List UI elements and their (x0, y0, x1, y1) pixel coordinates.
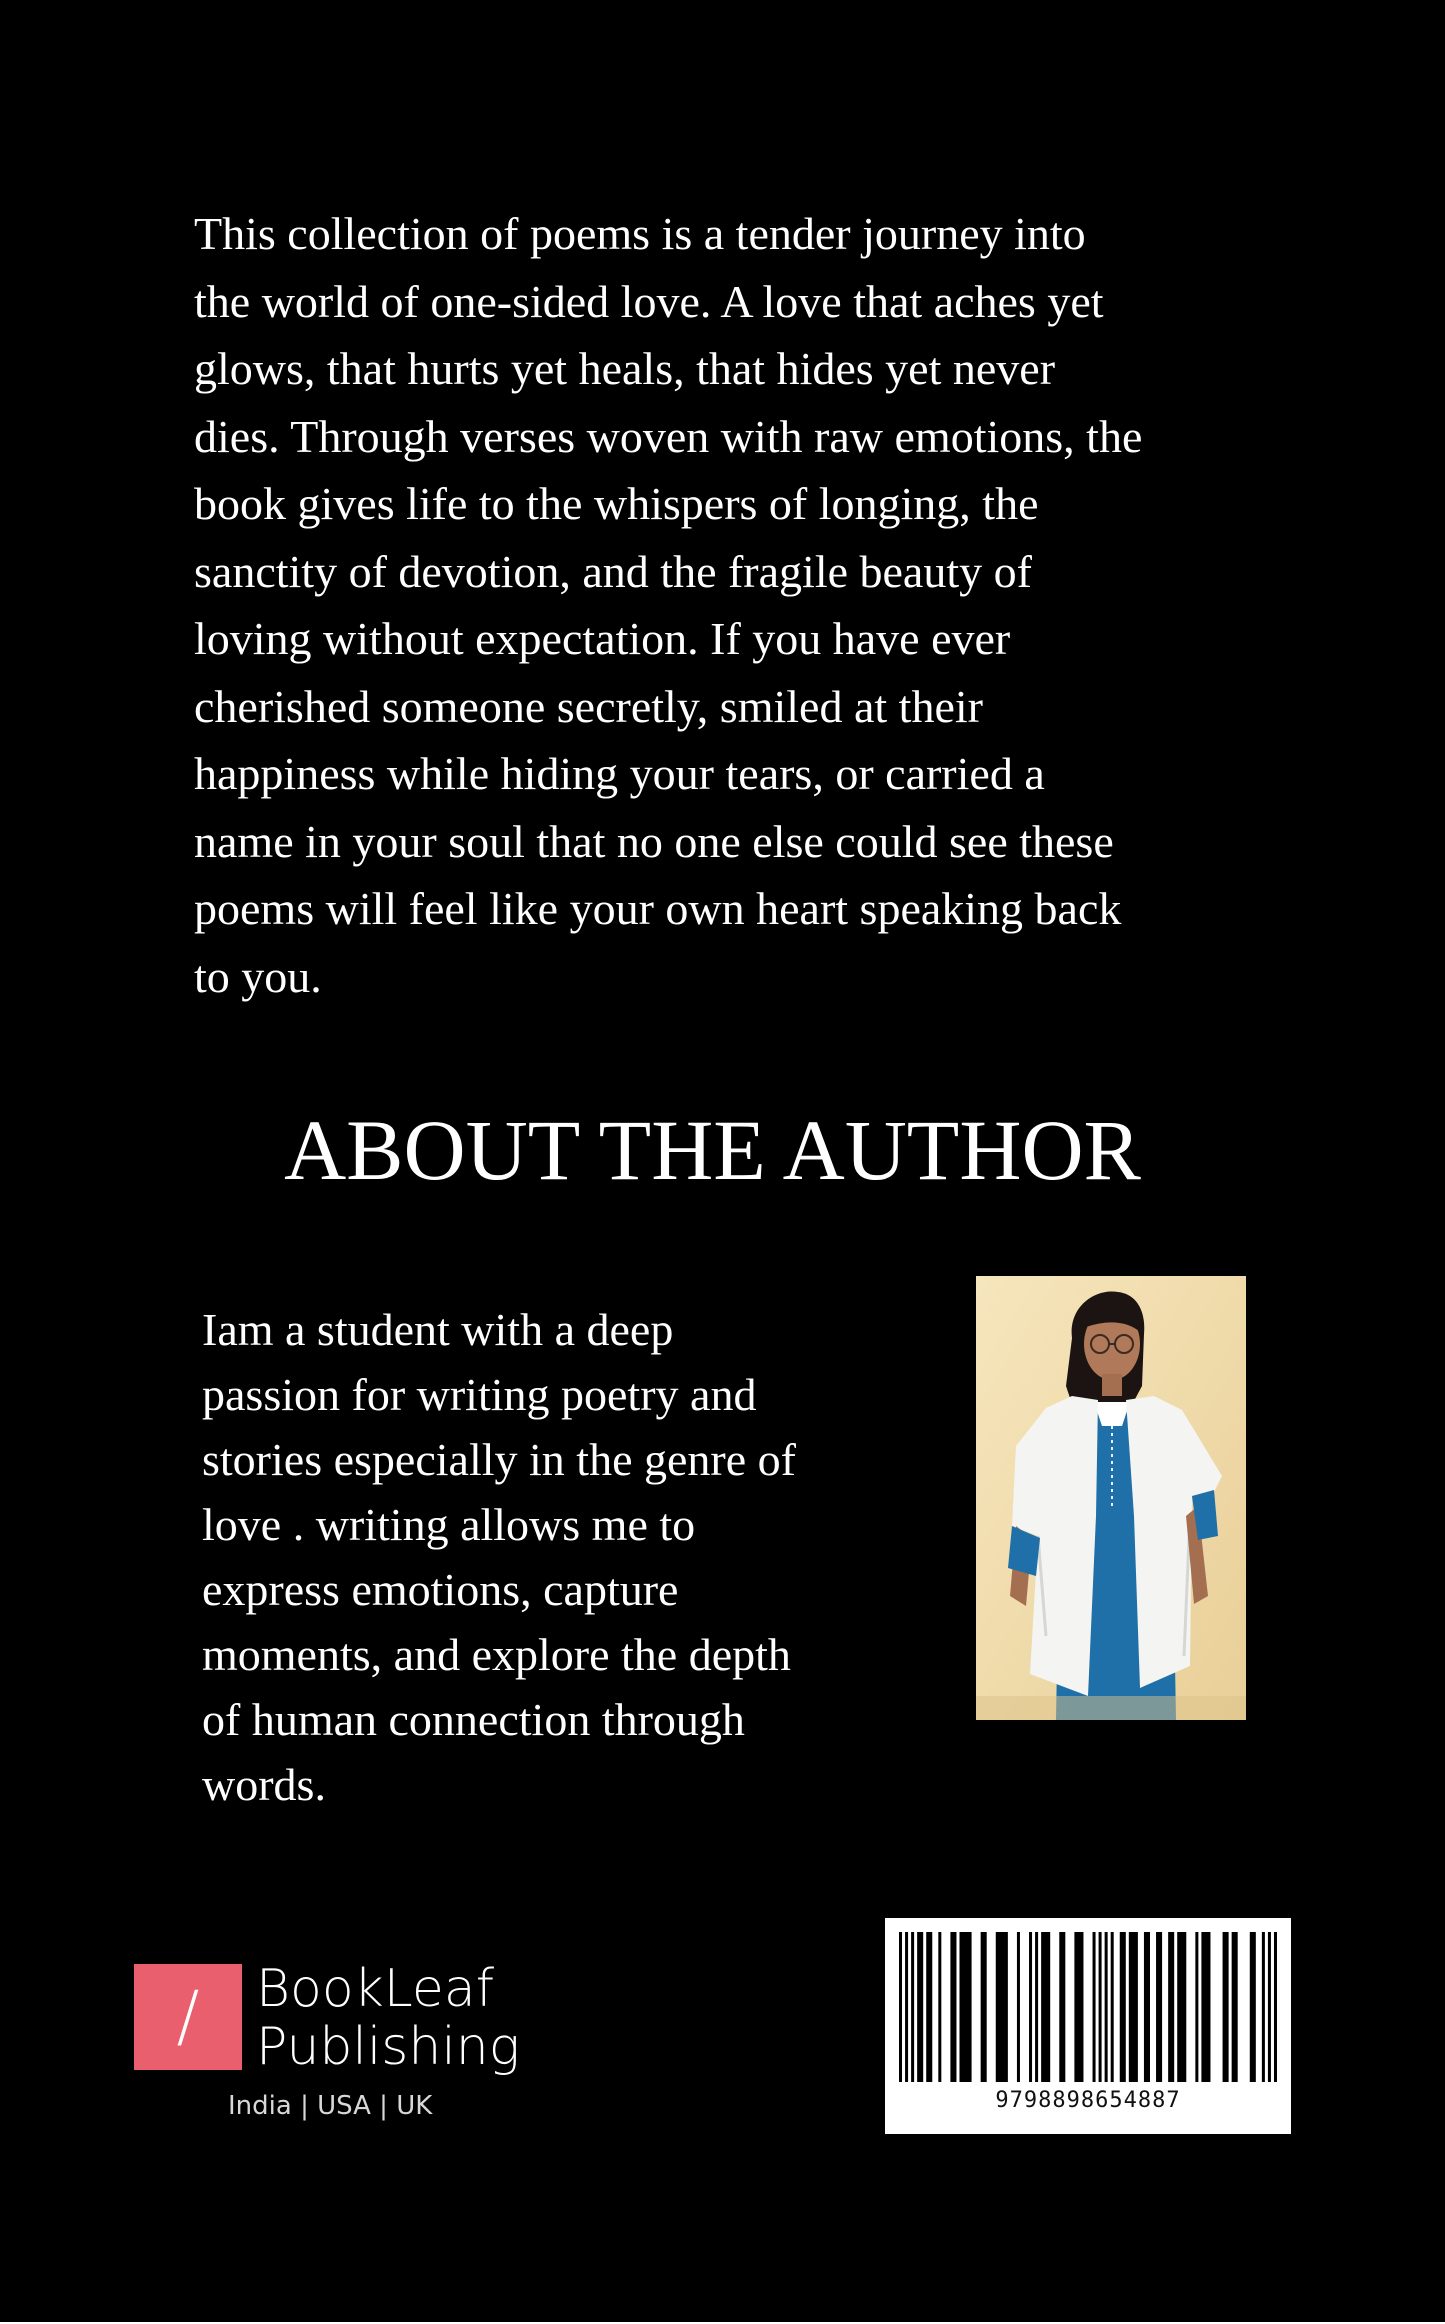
isbn-number: 9798898654887 (995, 2088, 1181, 2113)
barcode-bar (1262, 1932, 1265, 2082)
isbn-barcode (885, 1918, 1291, 2134)
barcode-bar (1099, 1932, 1102, 2082)
barcode-bar (1250, 1932, 1256, 2082)
barcode-bar (1144, 1932, 1150, 2082)
barcode-bar (905, 1932, 908, 2082)
publisher-name: BookLeaf Publishing (256, 1959, 520, 2077)
book-blurb: This collection of poems is a tender journey into the world of one-sided love. A love that aches yet glows, that hurts yet heals, that hides yet never dies. Through verses woven with raw emotions, the book gives life to the whispers of longing, the sanctity of devotion, and the fragile beauty of loving without expectation. If you have ever cherished someone secretly, smiled at their happiness while hiding your tears, or carried a name in your soul that no one else could see these poems will feel like your own heart speaking back to you. (194, 208, 1143, 1002)
publisher-regions: India | USA | UK (228, 2091, 433, 2121)
barcode-bar (926, 1932, 932, 2082)
barcode-bar (1168, 1932, 1174, 2082)
barcode-bar (1059, 1932, 1065, 2082)
barcode-bar (938, 1932, 941, 2082)
author-portrait-illustration (976, 1276, 1246, 1720)
author-photo (976, 1276, 1246, 1720)
barcode-bar (1041, 1932, 1050, 2082)
about-author-heading: ABOUT THE AUTHOR (284, 1102, 1141, 1198)
barcode-bar (1120, 1932, 1126, 2082)
barcode-bar (1195, 1932, 1198, 2082)
barcode-bar (1223, 1932, 1229, 2082)
barcode-bar (950, 1932, 956, 2082)
barcode-bars (885, 1918, 1291, 2086)
barcode-bar (1074, 1932, 1083, 2082)
barcode-bar (917, 1932, 923, 2082)
publisher-logo (134, 1960, 554, 2140)
barcode-bar (996, 1932, 1008, 2082)
barcode-bar (1017, 1932, 1020, 2082)
barcode-bar (911, 1932, 914, 2082)
barcode-bar (1232, 1932, 1238, 2082)
barcode-bar (1177, 1932, 1186, 2082)
barcode-bar (1268, 1932, 1271, 2082)
barcode-bar (1093, 1932, 1096, 2082)
barcode-bar (1129, 1932, 1138, 2082)
barcode-bar (1274, 1932, 1277, 2082)
slash-icon: / (134, 1964, 242, 2070)
barcode-bar (1035, 1932, 1038, 2082)
barcode-bar (899, 1932, 902, 2082)
barcode-bar (981, 1932, 987, 2082)
barcode-bar (1156, 1932, 1162, 2082)
barcode-bar (1201, 1932, 1210, 2082)
barcode-bar (1029, 1932, 1032, 2082)
author-bio: Iam a student with a deep passion for writing poetry and stories especially in the genre of love . writing allows me to express emotions, capture moments, and explore the depth of human connection through words. (202, 1304, 796, 1810)
barcode-bar (959, 1932, 971, 2082)
barcode-bar (1111, 1932, 1114, 2082)
barcode-bar (1105, 1932, 1108, 2082)
